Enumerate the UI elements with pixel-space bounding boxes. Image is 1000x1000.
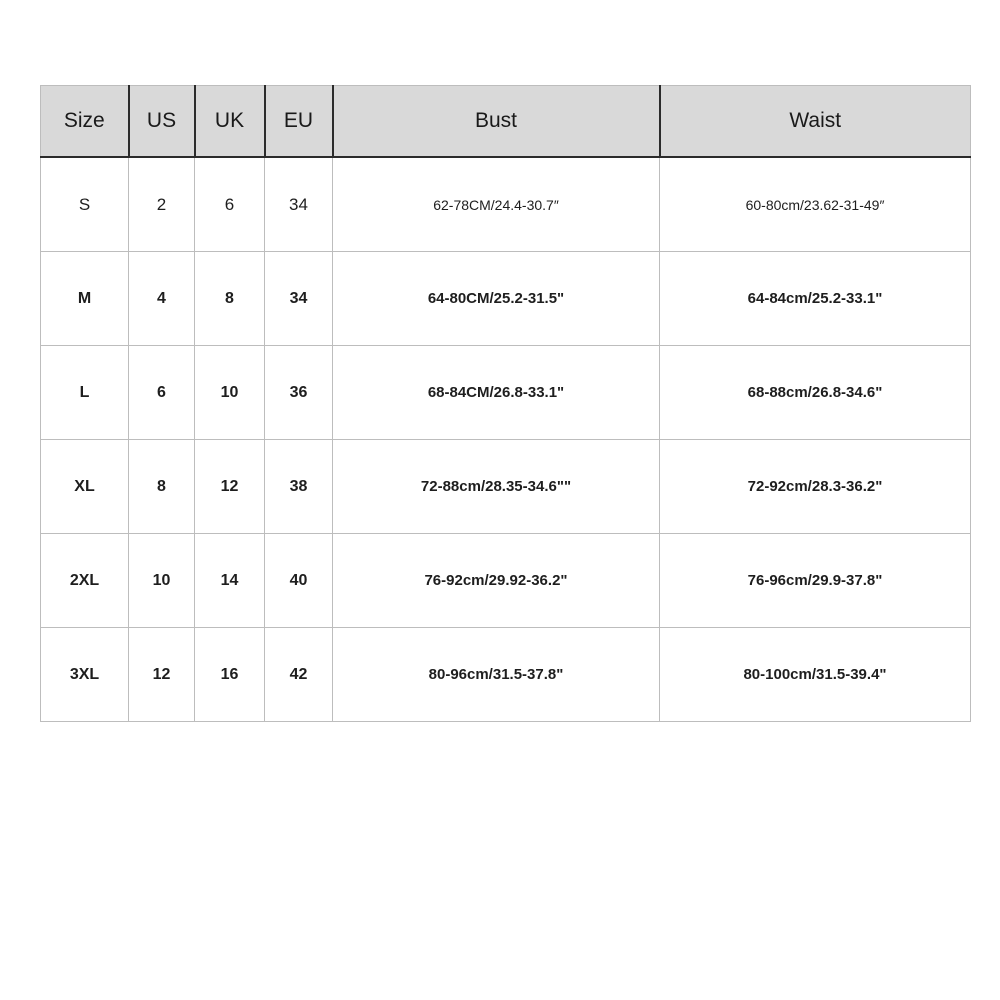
table-row bbox=[41, 252, 971, 346]
cell-bust: 72-88cm/28.35-34.6"" bbox=[333, 440, 660, 534]
cell-size: M bbox=[41, 252, 129, 346]
cell-size: 3XL bbox=[41, 628, 129, 722]
table-row bbox=[41, 346, 971, 440]
cell-us: 10 bbox=[129, 534, 195, 628]
header-us: US bbox=[129, 86, 195, 158]
header-bust: Bust bbox=[333, 86, 660, 158]
header-waist: Waist bbox=[660, 86, 971, 158]
cell-size: S bbox=[41, 157, 129, 252]
cell-uk: 16 bbox=[195, 628, 265, 722]
cell-eu: 34 bbox=[265, 157, 333, 252]
table-row bbox=[41, 628, 971, 722]
table-row bbox=[41, 440, 971, 534]
cell-bust: 68-84CM/26.8-33.1" bbox=[333, 346, 660, 440]
cell-eu: 38 bbox=[265, 440, 333, 534]
cell-us: 12 bbox=[129, 628, 195, 722]
cell-waist: 72-92cm/28.3-36.2" bbox=[660, 440, 971, 534]
cell-bust: 62-78CM/24.4-30.7″ bbox=[333, 157, 660, 252]
table-header bbox=[41, 86, 971, 158]
header-uk: UK bbox=[195, 86, 265, 158]
cell-waist: 68-88cm/26.8-34.6" bbox=[660, 346, 971, 440]
cell-eu: 34 bbox=[265, 252, 333, 346]
cell-bust: 64-80CM/25.2-31.5" bbox=[333, 252, 660, 346]
cell-eu: 40 bbox=[265, 534, 333, 628]
cell-uk: 6 bbox=[195, 157, 265, 252]
header-eu: EU bbox=[265, 86, 333, 158]
cell-uk: 14 bbox=[195, 534, 265, 628]
table-body bbox=[41, 157, 971, 722]
cell-bust: 80-96cm/31.5-37.8" bbox=[333, 628, 660, 722]
cell-waist: 64-84cm/25.2-33.1" bbox=[660, 252, 971, 346]
cell-uk: 10 bbox=[195, 346, 265, 440]
cell-us: 4 bbox=[129, 252, 195, 346]
cell-waist: 76-96cm/29.9-37.8" bbox=[660, 534, 971, 628]
cell-size: XL bbox=[41, 440, 129, 534]
cell-waist: 80-100cm/31.5-39.4" bbox=[660, 628, 971, 722]
cell-us: 2 bbox=[129, 157, 195, 252]
cell-size: L bbox=[41, 346, 129, 440]
table-row bbox=[41, 534, 971, 628]
cell-eu: 42 bbox=[265, 628, 333, 722]
size-chart-table bbox=[40, 85, 971, 722]
cell-us: 6 bbox=[129, 346, 195, 440]
cell-uk: 12 bbox=[195, 440, 265, 534]
cell-size: 2XL bbox=[41, 534, 129, 628]
cell-bust: 76-92cm/29.92-36.2" bbox=[333, 534, 660, 628]
cell-waist: 60-80cm/23.62-31-49″ bbox=[660, 157, 971, 252]
header-row bbox=[41, 86, 971, 158]
table-row bbox=[41, 157, 971, 252]
cell-uk: 8 bbox=[195, 252, 265, 346]
cell-us: 8 bbox=[129, 440, 195, 534]
cell-eu: 36 bbox=[265, 346, 333, 440]
header-size: Size bbox=[41, 86, 129, 158]
